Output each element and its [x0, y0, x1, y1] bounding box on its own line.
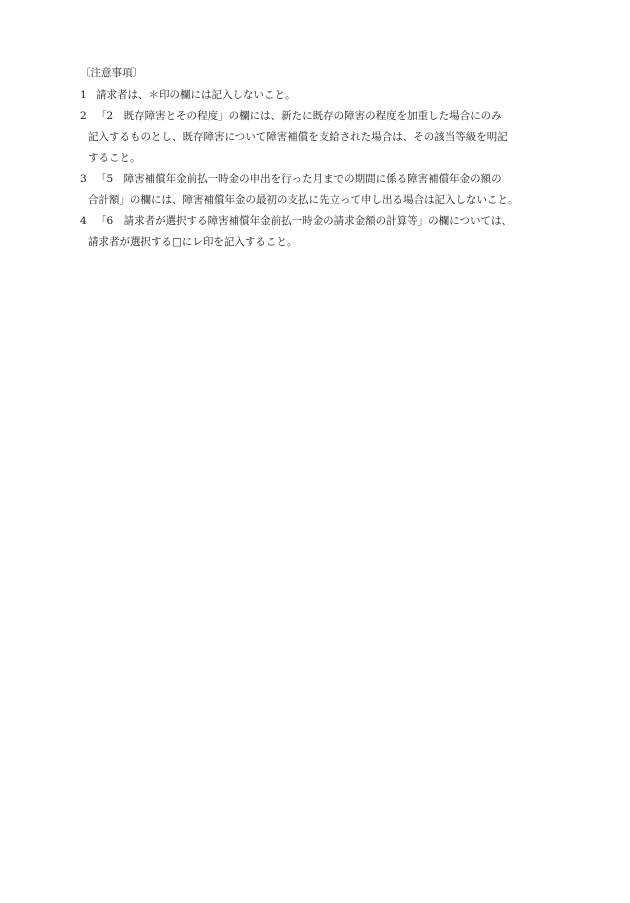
note-item-4: [80, 211, 570, 253]
note-text: [88, 106, 570, 169]
note-text: [88, 169, 570, 211]
note-line: 「2 既存障害とその程度」の欄には、新たに既存の障害の程度を加重した場合にのみ: [96, 110, 502, 122]
notes-section: [80, 63, 570, 253]
note-line: 「6 請求者が選択する障害補償年金前払一時金の請求金額の計算等」の欄については、: [96, 215, 512, 227]
note-number: 4: [80, 215, 87, 227]
note-item-2: [80, 106, 570, 169]
note-item-1: [80, 85, 570, 106]
note-line: 請求者が選択する□にレ印を記入すること。: [88, 236, 298, 248]
note-number: 3: [80, 173, 87, 185]
note-text: [88, 211, 570, 253]
note-line: 「5 障害補償年金前払一時金の申出を行った月までの期間に係る障害補償年金の額の: [96, 173, 502, 185]
note-number: 2: [80, 110, 87, 122]
note-line: 合計額」の欄には、障害補償年金の最初の支払に先立って申し出る場合は記入しないこと。: [88, 194, 519, 206]
note-line: 請求者は、＊印の欄には記入しないこと。: [96, 89, 296, 101]
note-item-3: [80, 169, 570, 211]
notes-list: [80, 85, 570, 253]
note-number: 1: [80, 89, 87, 101]
note-text: [96, 85, 570, 106]
note-line: すること。: [88, 152, 141, 164]
note-line: 記入するものとし、既存障害について障害補償を支給された場合は、その該当等級を明記: [88, 131, 508, 143]
notes-heading: 〔注意事項〕: [80, 67, 143, 79]
